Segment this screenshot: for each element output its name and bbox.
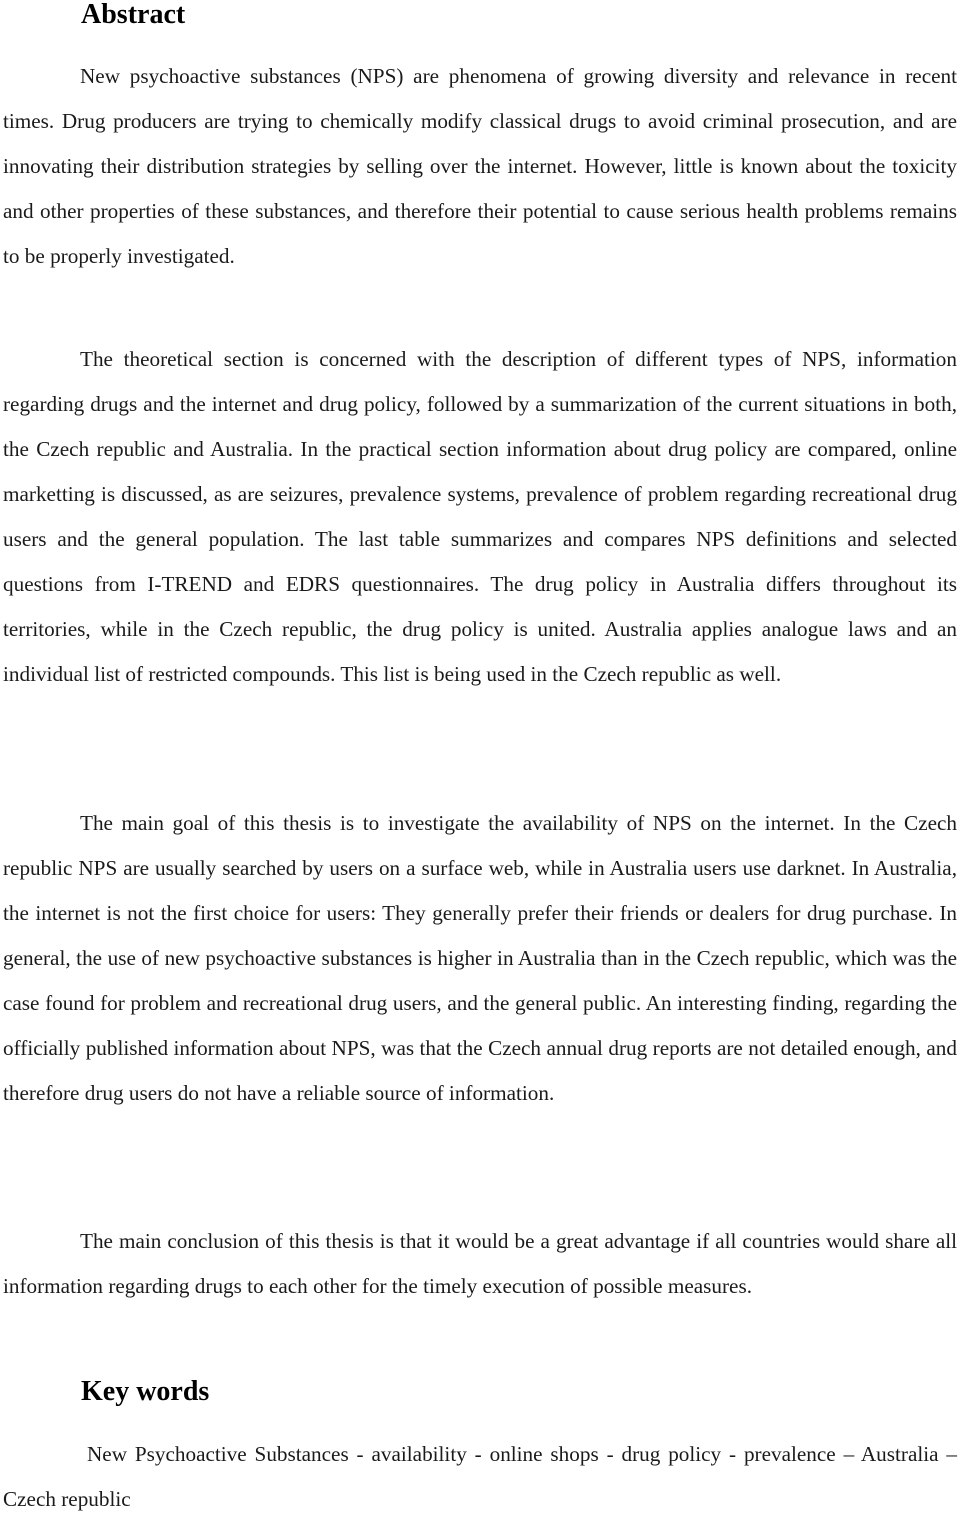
keywords-text: New Psychoactive Substances - availability - online shops - drug policy - prevalence – Australia – Czech republic	[3, 1442, 957, 1511]
abstract-heading: Abstract	[81, 0, 186, 30]
abstract-paragraph-3: The main goal of this thesis is to investigate the availability of NPS on the internet. In the Czech republic NPS are usually searched by users on a surface web, while in Australia users use darknet. In Australia, the internet is not the first choice for users: They generally prefer their friends or dealers for drug purchase. In general, the use of new psychoactive substances is higher in Australia than in the Czech republic, which was the case found for problem and recreational drug users, and the general public. An interesting finding, regarding the officially published information about NPS, was that the Czech annual drug reports are not detailed enough, and therefore drug users do not have a reliable source of information.	[3, 811, 957, 1105]
abstract-paragraph-4: The main conclusion of this thesis is that it would be a great advantage if all countries would share all information regarding drugs to each other for the timely execution of possible measures.	[3, 1229, 957, 1298]
keywords-heading: Key words	[81, 1376, 210, 1407]
abstract-paragraph-1: New psychoactive substances (NPS) are phenomena of growing diversity and relevance in recent times. Drug producers are trying to chemically modify classical drugs to avoid criminal prosecution, and are innovating their distribution strategies by selling over the internet. However, little is known about the toxicity and other properties of these substances, and therefore their potential to cause serious health problems remains to be properly investigated.	[3, 64, 957, 268]
abstract-paragraph-2: The theoretical section is concerned with the description of different types of NPS, information regarding drugs and the internet and drug policy, followed by a summarization of the current situations in both, the Czech republic and Australia. In the practical section information about drug policy are compared, online marketting is discussed, as are seizures, prevalence systems, prevalence of problem regarding recreational drug users and the general population. The last table summarizes and compares NPS definitions and selected questions from I-TREND and EDRS questionnaires. The drug policy in Australia differs throughout its territories, while in the Czech republic, the drug policy is united. Australia applies analogue laws and an individual list of restricted compounds. This list is being used in the Czech republic as well.	[3, 347, 957, 686]
